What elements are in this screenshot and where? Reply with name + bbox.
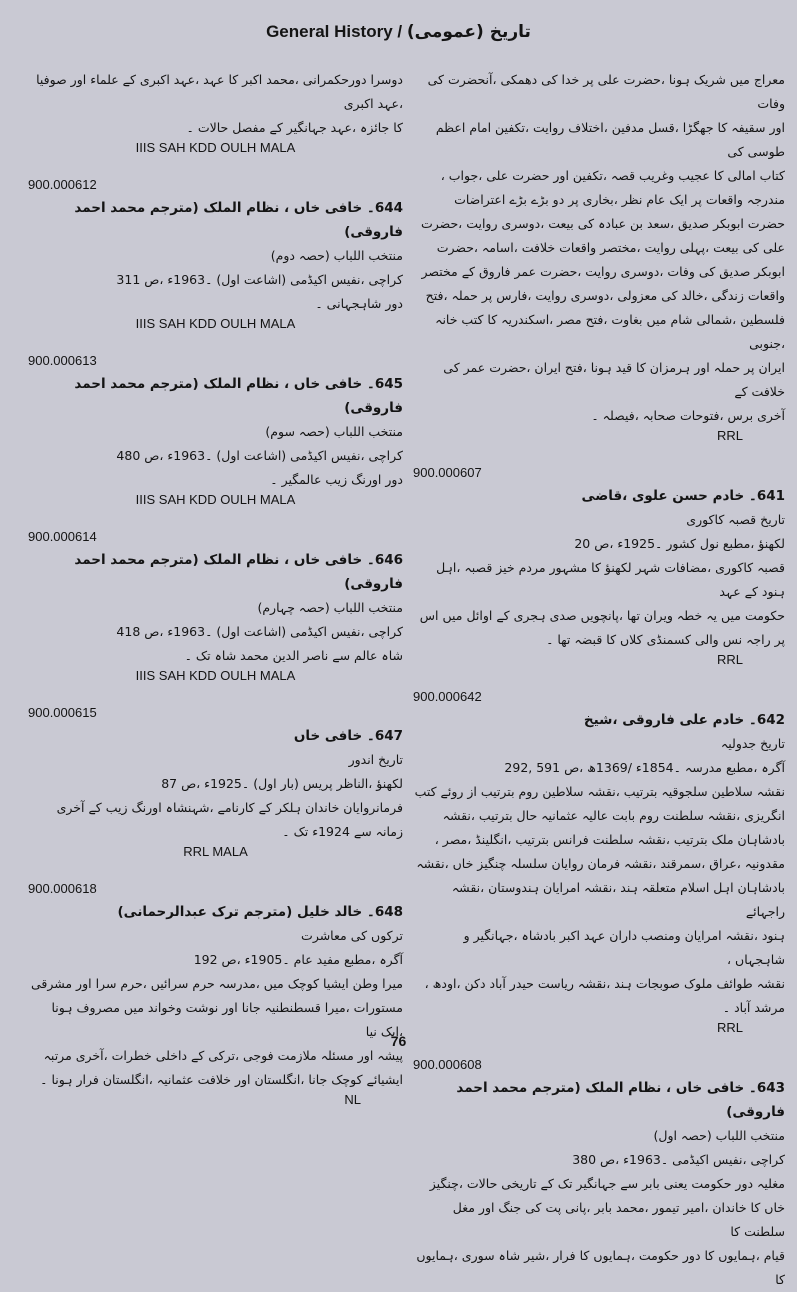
text-line: حضرت ابوبکر صدیق ،سعد بن عبادہ کی بیعت ،دوسری روایت ،حضرت bbox=[420, 216, 785, 231]
text-line: کا جائزہ ،عہد جہانگیر کے مفصل حالات ۔ bbox=[186, 120, 403, 135]
location-code: RRL MALA bbox=[183, 844, 248, 859]
right-continuation bbox=[413, 68, 785, 443]
text-line: واقعات زندگی ،خالد کی معزولی ،دوسری روایت ،فارس پر حملہ ،فتح bbox=[425, 288, 785, 303]
text-line: دور شاہجہانی ۔ bbox=[315, 296, 403, 311]
text-line: تاریخ اندور bbox=[348, 752, 403, 767]
page-number: 76 bbox=[390, 1033, 407, 1049]
text-line: دوسرا دورحکمرانی ،محمد اکبر کا عہد ،عہد اکبری کے علماء اور صوفیا ،عہد اکبری bbox=[36, 72, 403, 111]
text-line: میرا وطن ایشیا کوچک میں ،مدرسہ حرم سرائیں ،حرم سرا اور مشرقی bbox=[30, 976, 403, 991]
accession-number: 900.000607 bbox=[413, 465, 482, 480]
text-line: ایشیائے کوچک جانا ،انگلستان اور خلافت عثمانیہ ،انگلستان فرار ہونا ۔ bbox=[40, 1072, 403, 1087]
text-line: مستورات ،میرا قسطنطنیہ جانا اور نوشت وخواند میں مصروف ہونا ،ایک نیا bbox=[51, 1000, 403, 1039]
catalog-entry-648 bbox=[28, 881, 403, 1107]
text-line: شاہ عالم سے ناصر الدین محمد شاہ تک ۔ bbox=[184, 648, 403, 663]
left-continuation bbox=[28, 68, 403, 155]
text-line: لکھنؤ ،الناظر پریس (بار اول) ۔1925ء ،ص 87 bbox=[161, 776, 403, 791]
location-code: IIIS SAH KDD OULH MALA bbox=[135, 316, 296, 331]
text-line: حکومت میں یہ خطہ ویران تھا ،پانچویں صدی ہجری کے اوائل میں اس bbox=[419, 608, 785, 623]
text-line: قیام ،ہمایوں کا دور حکومت ،ہمایوں کا فرار ،شیر شاہ سوری ،ہمایوں کا bbox=[416, 1248, 785, 1287]
text-line: آگرہ ،مطبع مفید عام ۔1905ء ،ص 192 bbox=[193, 952, 403, 967]
text-line: نقشہ طوائف ملوک صوبجات ہند ،نقشہ ریاست حیدر آباد دکن ،اودھ ، bbox=[424, 976, 785, 991]
text-line: ترکوں کی معاشرت bbox=[301, 928, 403, 943]
text-line: کراچی ،نفیس اکیڈمی (اشاعت اول) ۔1963ء ،ص 418 bbox=[116, 624, 403, 639]
entry-title: 644۔ خافی خاں ، نظام الملک (مترجم محمد احمد فاروقی) bbox=[74, 200, 403, 240]
text-line: منتخب اللباب (حصہ دوم) bbox=[270, 248, 403, 263]
catalog-entry-641 bbox=[413, 465, 785, 667]
accession-number: 900.000612 bbox=[28, 177, 97, 192]
entry-title: 646۔ خافی خاں ، نظام الملک (مترجم محمد احمد فاروقی) bbox=[74, 552, 403, 592]
text-line: انگریزی ،نقشہ سلطنت روم بابت عالیہ عثمانیہ حال بترتیب ،نقشہ bbox=[442, 808, 785, 823]
text-line: خاں کا خاندان ،امیر تیمور ،محمد بابر ،پانی پت کی جنگ اور مغل سلطنت کا bbox=[452, 1200, 785, 1239]
text-line: کراچی ،نفیس اکیڈمی (اشاعت اول) ۔1963ء ،ص 311 bbox=[116, 272, 403, 287]
text-line: معراج میں شریک ہونا ،حضرت علی پر خدا کی دھمکی ،آنحضرت کی وفات bbox=[427, 72, 785, 111]
accession-number: 900.000615 bbox=[28, 705, 97, 720]
catalog-entry-643 bbox=[413, 1057, 785, 1292]
text-line: فرمانروایان خاندان ہلکر کے کارنامے ،شہنشاہ اورنگ زیب کے آخری bbox=[56, 800, 403, 815]
entry-title: 641۔ خادم حسن علوی ،قاضی bbox=[581, 488, 785, 504]
text-line: بادشاہان ملک بترتیب ،نقشہ سلطنت فرانس بترتیب ،انگلینڈ ،مصر ، bbox=[434, 832, 785, 847]
text-line: تاریخ قصبہ کاکوری bbox=[686, 512, 785, 527]
accession-number: 900.000642 bbox=[413, 689, 482, 704]
catalog-entry-647 bbox=[28, 705, 403, 859]
text-line: آگرہ ،مطبع مدرسہ ۔1854ء /1369ھ ،ص 591 ,292 bbox=[504, 760, 785, 775]
text-line: مقدونیہ ،عراق ،سمرقند ،نقشہ فرمان روایان سلسلہ چنگیز خاں ،نقشہ bbox=[416, 856, 785, 871]
text-line: پر راجہ نس والی کسمنڈی کلاں کا قبضہ تھا ۔ bbox=[546, 632, 785, 647]
text-line: علی کی بیعت ،پہلی روایت ،مختصر واقعات خلافت ،اسامہ ،حضرت bbox=[436, 240, 785, 255]
text-line: زمانہ سے 1924ء تک ۔ bbox=[282, 824, 403, 839]
text-line: کتاب امالی کا عجیب وغریب قصہ ،تکفین اور حضرت علی ،جواب ، bbox=[440, 168, 785, 183]
text-line: بادشاہان اہل اسلام متعلقہ ہند ،نقشہ امرایان ہندوستان ،نقشہ راجہائے bbox=[451, 880, 785, 919]
entry-title: 643۔ خافی خاں ، نظام الملک (مترجم محمد احمد فاروقی) bbox=[456, 1080, 785, 1120]
header-title-english: General History / bbox=[266, 22, 403, 41]
left-column bbox=[28, 68, 403, 1107]
text-line: آخری برس ،فتوحات صحابہ ،فیصلہ ۔ bbox=[591, 408, 785, 423]
location-code: NL bbox=[344, 1092, 361, 1107]
catalog-entry-644 bbox=[28, 177, 403, 331]
accession-number: 900.000608 bbox=[413, 1057, 482, 1072]
text-line: لکھنؤ ،مطبع نول کشور ۔1925ء ،ص 20 bbox=[574, 536, 785, 551]
location-code: RRL bbox=[716, 1020, 743, 1035]
text-line: مندرجہ واقعات پر ایک عام نظر ،بخاری پر دو بڑے بڑے اعتراضات bbox=[454, 192, 785, 207]
entry-title: 645۔ خافی خاں ، نظام الملک (مترجم محمد احمد فاروقی) bbox=[74, 376, 403, 416]
text-line: فلسطین ،شمالی شام میں بغاوت ،فتح مصر ،اسکندریہ کا کتب خانہ ،جنوبی bbox=[435, 312, 785, 351]
right-column bbox=[413, 68, 785, 1292]
catalog-entry-645 bbox=[28, 353, 403, 507]
text-line: ایران پر حملہ اور ہرمزان کا قید ہونا ،فتح ایران ،حضرت عمر کی خلافت کے bbox=[443, 360, 785, 399]
text-line: کراچی ،نفیس اکیڈمی ۔1963ء ،ص 380 bbox=[572, 1152, 785, 1167]
entry-title: 648۔ خالد خلیل (مترجم ترک عبدالرحمانی) bbox=[117, 904, 403, 920]
accession-number: 900.000613 bbox=[28, 353, 97, 368]
text-line: دور اورنگ زیب عالمگیر ۔ bbox=[270, 472, 403, 487]
accession-number: 900.000618 bbox=[28, 881, 97, 896]
header-title-urdu: (تاریخ (عمومی bbox=[406, 22, 531, 42]
page-header bbox=[0, 22, 797, 42]
text-line: مغلیہ دور حکومت یعنی بابر سے جہانگیر تک کے تاریخی حالات ،چنگیز bbox=[429, 1176, 785, 1191]
text-line: کراچی ،نفیس اکیڈمی (اشاعت اول) ۔1963ء ،ص 480 bbox=[116, 448, 403, 463]
text-line: اور سقیفہ کا جھگڑا ،قسل مدفین ،اختلاف روایت ،تکفین امام اعظم طوسی کی bbox=[435, 120, 785, 159]
location-code: IIIS SAH KDD OULH MALA bbox=[135, 140, 296, 155]
text-line: ہنود ،نقشہ امرایان ومنصب داران عہد اکبر بادشاہ ،جہانگیر و شاہجہاں ، bbox=[463, 928, 785, 967]
catalog-entry-642 bbox=[413, 689, 785, 1035]
entry-title: 647۔ خافی خاں bbox=[293, 728, 403, 744]
text-line: پیشہ اور مسئلہ ملازمت فوجی ،ترکی کے داخلی خطرات ،آخری مرتبہ bbox=[43, 1048, 403, 1063]
entry-title: 642۔ خادم علی فاروقی ،شیخ bbox=[583, 712, 785, 728]
location-code: IIIS SAH KDD OULH MALA bbox=[135, 492, 296, 507]
location-code: IIIS SAH KDD OULH MALA bbox=[135, 668, 296, 683]
catalog-entry-646 bbox=[28, 529, 403, 683]
text-line: مرشد آباد ۔ bbox=[722, 1000, 785, 1015]
text-line: نقشہ سلاطین سلجوقیہ بترتیب ،نقشہ سلاطین روم بترتیب از روئے کتب bbox=[414, 784, 785, 799]
text-line: منتخب اللباب (حصہ چہارم) bbox=[257, 600, 403, 615]
location-code: RRL bbox=[716, 428, 743, 443]
text-line: قصبہ کاکوری ،مضافات شہر لکھنؤ کا مشہور مردم خیز قصبہ ،اہل ہنود کے عہد bbox=[436, 560, 785, 599]
accession-number: 900.000614 bbox=[28, 529, 97, 544]
location-code: RRL bbox=[716, 652, 743, 667]
text-line: ابوبکر صدیق کی وفات ،دوسری روایت ،حضرت عمر فاروق کے مختصر bbox=[421, 264, 785, 279]
text-line: تاریخ جدولیہ bbox=[720, 736, 785, 751]
text-line: منتخب اللباب (حصہ سوم) bbox=[265, 424, 403, 439]
text-line: منتخب اللباب (حصہ اول) bbox=[653, 1128, 785, 1143]
